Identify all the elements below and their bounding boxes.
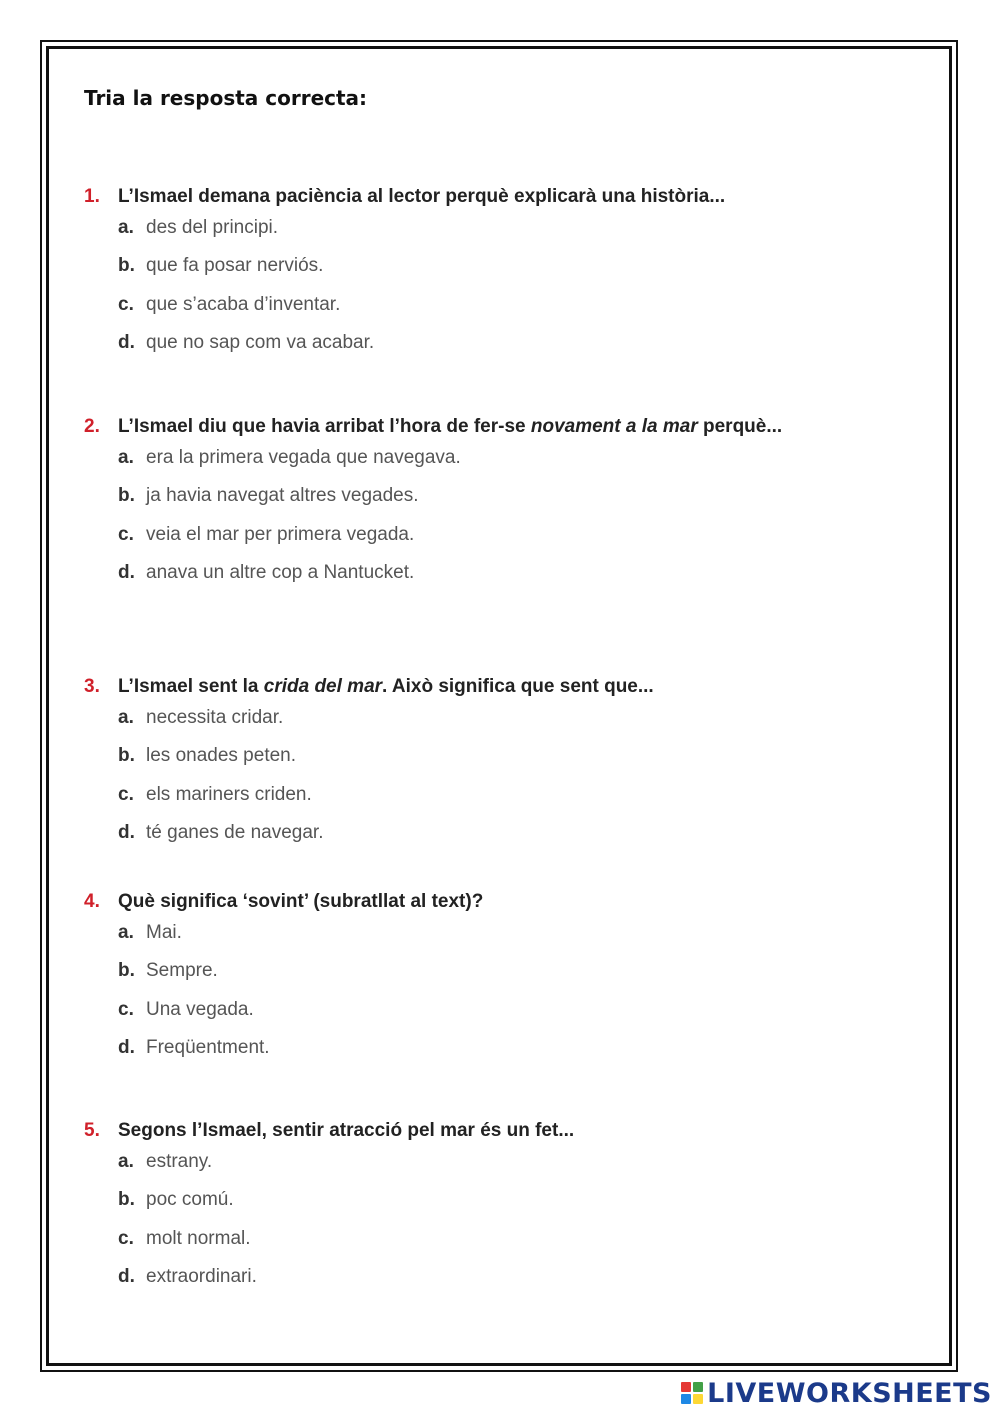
logo-square [681,1382,691,1392]
option-d[interactable] [118,822,844,860]
option-b[interactable] [118,960,844,998]
question-1 [84,183,844,370]
option-letter: c. [118,998,134,1020]
question-text [118,413,782,441]
option-text: els mariners criden. [146,783,312,805]
option-text: veia el mar per primera vegada. [146,523,415,545]
options-list [84,217,844,370]
question-4 [84,888,844,1075]
option-letter: a. [118,707,134,728]
question-text-part: perquè... [697,416,783,437]
question-text: L’Ismael demana paciència al lector perquè explicarà una història... [118,186,726,207]
option-a[interactable] [118,922,844,960]
question-text: Què significa ‘sovint’ (subratllat al text)? [118,891,484,912]
option-text: Freqüentment. [146,1036,270,1058]
options-list [84,447,844,600]
option-b[interactable] [118,485,844,523]
logo-square [681,1394,691,1404]
option-letter: a. [118,922,134,943]
option-letter: a. [118,447,134,468]
question-2 [84,413,844,600]
instruction-heading: Tria la resposta correcta: [84,86,368,110]
option-text: anava un altre cop a Nantucket. [146,561,415,583]
option-text: extraordinari. [146,1265,257,1287]
option-d[interactable] [118,1037,844,1075]
option-letter: d. [118,1265,135,1287]
question-text-part: L’Ismael sent la [118,676,264,697]
question-number: 1. [84,186,100,207]
question-text: Segons l’Ismael, sentir atracció pel mar és un fet... [118,1120,575,1141]
options-list [84,707,844,860]
option-b[interactable] [118,255,844,293]
option-letter: d. [118,821,135,843]
logo-square [693,1382,703,1392]
option-letter: a. [118,217,134,238]
option-text: des del principi. [146,217,279,238]
option-a[interactable] [118,1151,844,1189]
option-text: era la primera vegada que navegava. [146,447,461,468]
option-text: Una vegada. [146,998,254,1020]
options-list [84,922,844,1075]
option-text: que fa posar nerviós. [146,255,324,277]
question-number: 3. [84,676,100,697]
option-c[interactable] [118,1228,844,1266]
question-3 [84,673,844,860]
options-list [84,1151,844,1304]
option-c[interactable] [118,999,844,1037]
question-number: 2. [84,416,100,437]
option-letter: c. [118,523,134,545]
option-text: poc comú. [146,1189,234,1211]
option-text: Sempre. [146,960,218,982]
option-letter: a. [118,1151,134,1172]
option-a[interactable] [118,217,844,255]
question-text-part: L’Ismael diu que havia arribat l’hora de fer-se [118,416,531,437]
logo-square [693,1394,703,1404]
option-text: Mai. [146,922,182,943]
question-text-italic: novament a la mar [530,416,698,437]
option-a[interactable] [118,707,844,745]
option-b[interactable] [118,745,844,783]
question-number: 4. [84,891,100,912]
option-c[interactable] [118,294,844,332]
option-text: que no sap com va acabar. [146,331,375,353]
option-d[interactable] [118,332,844,370]
option-text: ja havia navegat altres vegades. [146,485,419,507]
option-text: molt normal. [146,1227,251,1249]
liveworksheets-logo[interactable] [681,1376,992,1410]
option-b[interactable] [118,1189,844,1227]
option-letter: d. [118,561,135,583]
option-letter: d. [118,331,135,353]
option-text: té ganes de navegar. [146,821,324,843]
option-letter: b. [118,485,135,507]
option-letter: d. [118,1036,135,1058]
question-number: 5. [84,1120,100,1141]
option-c[interactable] [118,524,844,562]
option-letter: b. [118,960,135,982]
option-text: que s’acaba d’inventar. [146,293,341,315]
option-c[interactable] [118,784,844,822]
option-letter: c. [118,293,134,315]
question-5 [84,1117,844,1304]
option-a[interactable] [118,447,844,485]
option-letter: c. [118,783,134,805]
option-text: les onades peten. [146,745,297,767]
option-letter: b. [118,745,135,767]
option-letter: c. [118,1227,134,1249]
logo-text: LIVEWORKSHEETS [707,1377,992,1409]
option-text: estrany. [146,1151,213,1172]
question-text-part: . Això significa que sent que... [382,676,654,697]
question-text [118,673,654,701]
option-letter: b. [118,255,135,277]
option-text: necessita cridar. [146,707,284,728]
option-d[interactable] [118,1266,844,1304]
option-d[interactable] [118,562,844,600]
logo-grid-icon [681,1382,703,1404]
question-text-italic: crida del mar [263,676,383,697]
option-letter: b. [118,1189,135,1211]
